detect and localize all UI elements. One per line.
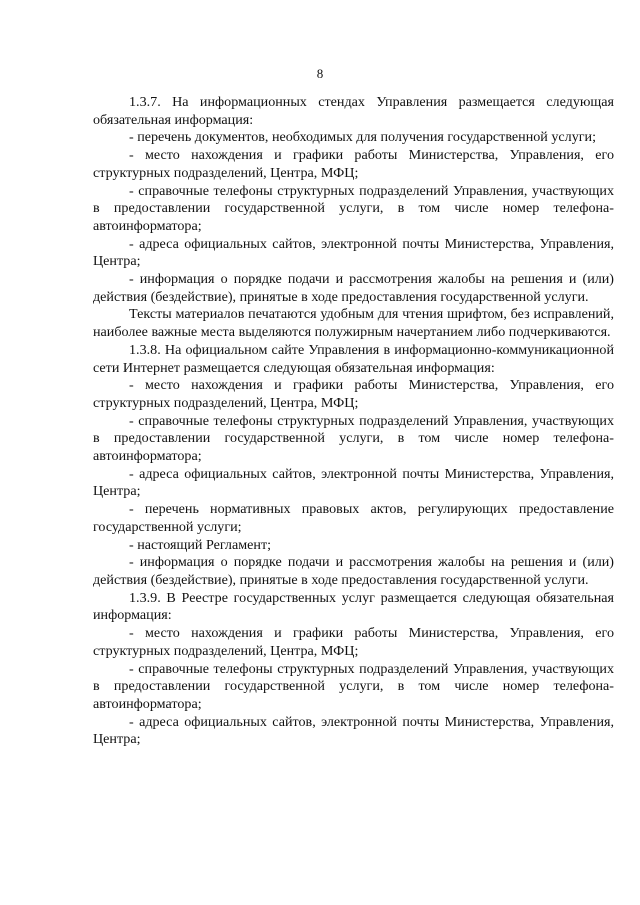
list-item: - адреса официальных сайтов, электронной почты Министерства, Управления, Центра;: [93, 713, 614, 748]
list-item: - информация о порядке подачи и рассмотрения жалобы на решения и (или) действия (бездействие), принятые в ходе предоставления государственной услуги.: [93, 271, 614, 305]
list-item: - информация о порядке подачи и рассмотрения жалобы на решения и (или) действия (бездействие), принятые в ходе предоставления государственной услуги.: [93, 554, 614, 588]
section-1-3-9-intro: 1.3.9. В Реестре государственных услуг размещается следующая обязательная информация:: [93, 589, 614, 624]
list-item: - место нахождения и графики работы Министерства, Управления, его структурных подразделений, Центра, МФЦ;: [93, 147, 614, 181]
list-item: - адреса официальных сайтов, электронной почты Министерства, Управления, Центра;: [93, 235, 614, 270]
list-item: - место нахождения и графики работы Министерства, Управления, его структурных подразделений, Центра, МФЦ;: [93, 377, 614, 411]
page-number: 8: [316, 66, 324, 81]
list-item: - место нахождения и графики работы Министерства, Управления, его структурных подразделений, Центра, МФЦ;: [93, 625, 614, 659]
list-item: - адреса официальных сайтов, электронной почты Министерства, Управления, Центра;: [93, 465, 614, 500]
body-paragraph: Тексты материалов печатаются удобным для чтения шрифтом, без исправлений, наиболее важные места выделяются полужирным начертанием либо подчеркиваются.: [93, 306, 614, 341]
section-1-3-8-intro: 1.3.8. На официальном сайте Управления в информационно-коммуникационной сети Интернет размещается следующая обязательная информация:: [93, 341, 614, 376]
list-item: - справочные телефоны структурных подразделений Управления, участвующих в предоставлении государственной услуги, в том числе номер телефона-автоинформатора;: [93, 182, 614, 234]
list-item: - настоящий Регламент;: [129, 536, 272, 553]
document-body: [93, 94, 614, 749]
list-item: - справочные телефоны структурных подразделений Управления, участвующих в предоставлении государственной услуги, в том числе номер телефона-автоинформатора;: [93, 660, 614, 712]
list-item: - перечень документов, необходимых для получения государственной услуги;: [129, 129, 596, 146]
list-item: - перечень нормативных правовых актов, регулирующих предоставление государственной услуги;: [93, 501, 614, 535]
list-item: - справочные телефоны структурных подразделений Управления, участвующих в предоставлении государственной услуги, в том числе номер телефона-автоинформатора;: [93, 412, 614, 465]
section-1-3-7-intro: 1.3.7. На информационных стендах Управления размещается следующая обязательная информация:: [93, 94, 614, 128]
